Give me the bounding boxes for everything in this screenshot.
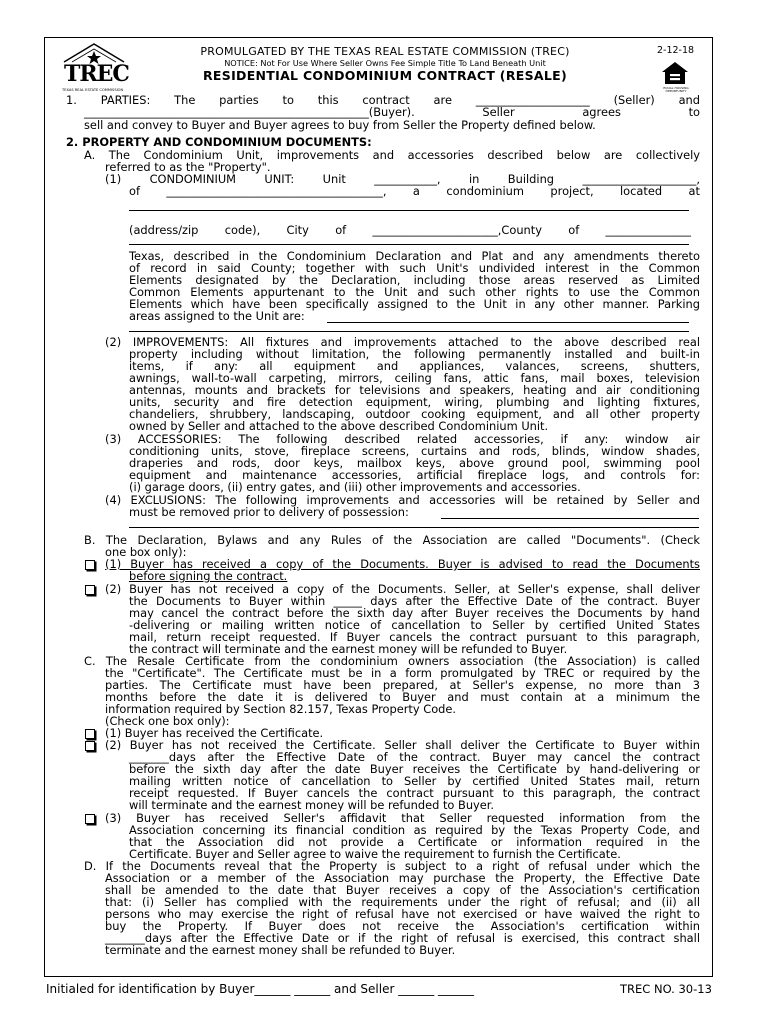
- line-65: terminate and the earnest money shall be refunded to Buyer.: [105, 943, 456, 957]
- line-61: that: (i) Seller has complied with the requirements under the right of refusal; and (ii) all: [105, 895, 700, 909]
- line-41: C. The Resale Certificate from the condominium owners association (the Association) is called: [84, 654, 700, 668]
- line-59: Association or a member of the Association may purchase the Property, the Effective Date: [105, 871, 700, 885]
- line-60: shall be amended to the date that Buyer receives a copy of the Association's certification: [105, 883, 700, 897]
- line-11: of record in said County; together with such Unit's undivided interest in the Common: [129, 261, 700, 275]
- line-6: referred to as the "Property".: [105, 160, 271, 174]
- line-18: items, if any: all equipment and appliances, valances, screens, shutters,: [129, 359, 700, 373]
- line-8: of ______________________________________, a condominium project, located at: [129, 184, 700, 198]
- line-5: A. The Condominium Unit, improvements and accessories described below are collectively: [84, 148, 700, 162]
- line-9: (address/zip code), City of ______________________,County of _______________: [129, 223, 691, 237]
- blank-line: [129, 331, 689, 332]
- line-37: may cancel the contract before the sixth day after Buyer receives the Documents by hand: [129, 606, 700, 620]
- line-51: mailing written notice of cancellation to Seller by certified United States mail, return: [129, 774, 700, 788]
- line-46: (Check one box only):: [105, 714, 230, 728]
- line-52: receipt requested. If Buyer cancels the contract pursuant to this paragraph, the contract: [129, 786, 700, 800]
- line-10: Texas, described in the Condominium Declaration and Plat and any amendments thereto: [129, 249, 700, 263]
- form-title: RESIDENTIAL CONDOMINIUM CONTRACT (RESALE): [203, 68, 567, 83]
- logo-wordmark: TREC: [64, 61, 129, 87]
- equal-housing-logo: [660, 60, 690, 93]
- line-36: the Documents to Buyer within _____ days after the Effective Date of the contract. Buyer: [129, 594, 700, 608]
- line-35: (2) Buyer has not received a copy of the Documents. Seller, at Seller's expense, shall deliver: [105, 582, 700, 596]
- blank-line: [129, 244, 689, 245]
- line-20: antennas, mounts and brackets for televisions and speakers, heating and air conditioning: [129, 383, 700, 397]
- line-1: 1. PARTIES: The parties to this contract are ____________________ (Seller) and: [66, 93, 700, 107]
- line-24: (3) ACCESSORIES: The following described related accessories, if any: window air: [105, 432, 700, 446]
- line-39: mail, return receipt requested. If Buyer cancels the contract pursuant to this paragraph,: [129, 630, 700, 644]
- line-58: D. If the Documents reveal that the Property is subject to a right of refusal under which the: [84, 859, 700, 873]
- trec-logo: [62, 42, 132, 94]
- line-63: buy the Property. If Buyer does not receive the Association's certification within: [105, 919, 700, 933]
- blank-line: [129, 527, 699, 528]
- logo-subtitle: TEXAS REAL ESTATE COMMISSION: [62, 88, 124, 92]
- equal-housing-icon: [660, 60, 690, 86]
- line-42: the "Certificate". The Certificate must be in a form promulgated by TREC or required by the: [105, 666, 700, 680]
- line-30: must be removed prior to delivery of possession:: [129, 505, 409, 519]
- line-48: (2) Buyer has not received the Certificate. Seller shall deliver the Certificate to Buyer within: [105, 738, 700, 752]
- line-55: Association concerning its financial condition as required by the Texas Property Code, and: [129, 823, 700, 837]
- form-date: 2-12-18: [657, 45, 695, 56]
- line-34: before signing the contract.: [129, 569, 288, 583]
- line-7: (1) CONDOMINIUM UNIT: Unit ___________, in Building ____________________,: [105, 172, 700, 186]
- checkbox-b2[interactable]: [85, 585, 95, 595]
- blank-line: [129, 210, 689, 211]
- line-28: (i) garage doors, (ii) entry gates, and (iii) other improvements and accessories.: [129, 480, 581, 494]
- line-32: one box only):: [105, 545, 187, 559]
- line-38: -delivering or mailing written notice of cancellation to Seller by certified United States: [129, 618, 700, 632]
- line-4: 2. PROPERTY AND CONDOMINIUM DOCUMENTS:: [66, 135, 372, 149]
- line-26: draperies and rods, door keys, mailbox keys, above ground pool, swimming pool: [129, 456, 700, 470]
- initials-line: Initialed for identification by Buyer______ ______ and Seller ______ ______: [46, 982, 475, 996]
- checkbox-b1[interactable]: [85, 560, 95, 570]
- line-49: _______days after the Effective Date of the contract. Buyer may cancel the contract: [129, 750, 700, 764]
- line-22: chandeliers, shrubbery, landscaping, outdoor cooking equipment, and all other property: [129, 407, 700, 421]
- checkbox-c2[interactable]: [85, 741, 95, 751]
- line-64: _______days after the Effective Date or if the right of refusal is exercised, this contract shall: [105, 931, 700, 945]
- form-number: TREC NO. 30-13: [620, 982, 712, 996]
- line-57: Certificate. Buyer and Seller agree to waive the requirement to furnish the Certificate.: [129, 847, 621, 861]
- line-33: (1) Buyer has received a copy of the Documents. Buyer is advised to read the Documents: [105, 557, 700, 571]
- line-54: (3) Buyer has received Seller's affidavit that Seller requested information from the: [105, 811, 700, 825]
- line-62: persons who may exercise the right of refusal have not exercised or have waived the right to: [105, 907, 700, 921]
- line-56: that the Association did not provide a Certificate or information required in the: [129, 835, 700, 849]
- notice-line: NOTICE: Not For Use Where Seller Owns Fee Simple Title To Land Beneath Unit: [224, 58, 546, 68]
- line-15: areas assigned to the Unit are:: [129, 309, 305, 323]
- line-12: Elements designated by the Declaration, including those areas reserved as Limited: [129, 273, 700, 287]
- line-25: conditioning units, stove, fireplace screens, curtains and rods, blinds, window shades,: [129, 444, 700, 458]
- line-17: property including without limitation, the following permanently installed and built-in: [129, 347, 700, 361]
- line-13: Common Elements appurtenant to the Unit and such other rights to use the Common: [129, 285, 700, 299]
- line-29: (4) EXCLUSIONS: The following improvements and accessories will be retained by Seller and: [105, 493, 700, 507]
- equal-housing-label: EQUAL HOUSING OPPORTUNITY: [663, 86, 689, 93]
- line-14: Elements which have been specifically assigned to the Unit in any other manner. Parking: [129, 297, 700, 311]
- line-2: __________________________________________________(Buyer). Seller agrees to: [84, 105, 700, 119]
- line-53: will terminate and the earnest money will be refunded to Buyer.: [129, 798, 495, 812]
- line-40: the contract will terminate and the earnest money will be refunded to Buyer.: [129, 642, 568, 656]
- promulgated-line: PROMULGATED BY THE TEXAS REAL ESTATE COMMISSION (TREC): [200, 45, 570, 58]
- line-21: units, security and fire detection equipment, wiring, plumbing and lighting fixtures,: [129, 395, 700, 409]
- checkbox-c3[interactable]: [85, 814, 95, 824]
- line-16: (2) IMPROVEMENTS: All fixtures and improvements attached to the above described real: [105, 335, 700, 349]
- line-44: months before the date it is delivered to Buyer and must contain at a minimum the: [105, 690, 700, 704]
- blank-line: [327, 322, 689, 323]
- line-47: (1) Buyer has received the Certificate.: [105, 726, 324, 740]
- line-50: before the sixth day after the date Buyer receives the Certificate by hand-delivering or: [129, 762, 700, 776]
- line-31: B. The Declaration, Bylaws and any Rules of the Association are called "Documents". (Check: [84, 533, 700, 547]
- blank-line: [441, 518, 699, 519]
- line-45: information required by Section 82.157, Texas Property Code.: [105, 702, 457, 716]
- line-43: parties. The Certificate must have been prepared, at Seller's expense, no more than 3: [105, 678, 700, 692]
- checkbox-c1[interactable]: [85, 729, 95, 739]
- line-3: sell and convey to Buyer and Buyer agrees to buy from Seller the Property defined below.: [84, 118, 596, 132]
- line-27: equipment and maintenance accessories, artificial fireplace logs, and controls for:: [129, 468, 700, 482]
- line-23: owned by Seller and attached to the above described Condominium Unit.: [129, 419, 549, 433]
- line-19: awnings, wall-to-wall carpeting, mirrors, ceiling fans, attic fans, mail boxes, television: [129, 371, 700, 385]
